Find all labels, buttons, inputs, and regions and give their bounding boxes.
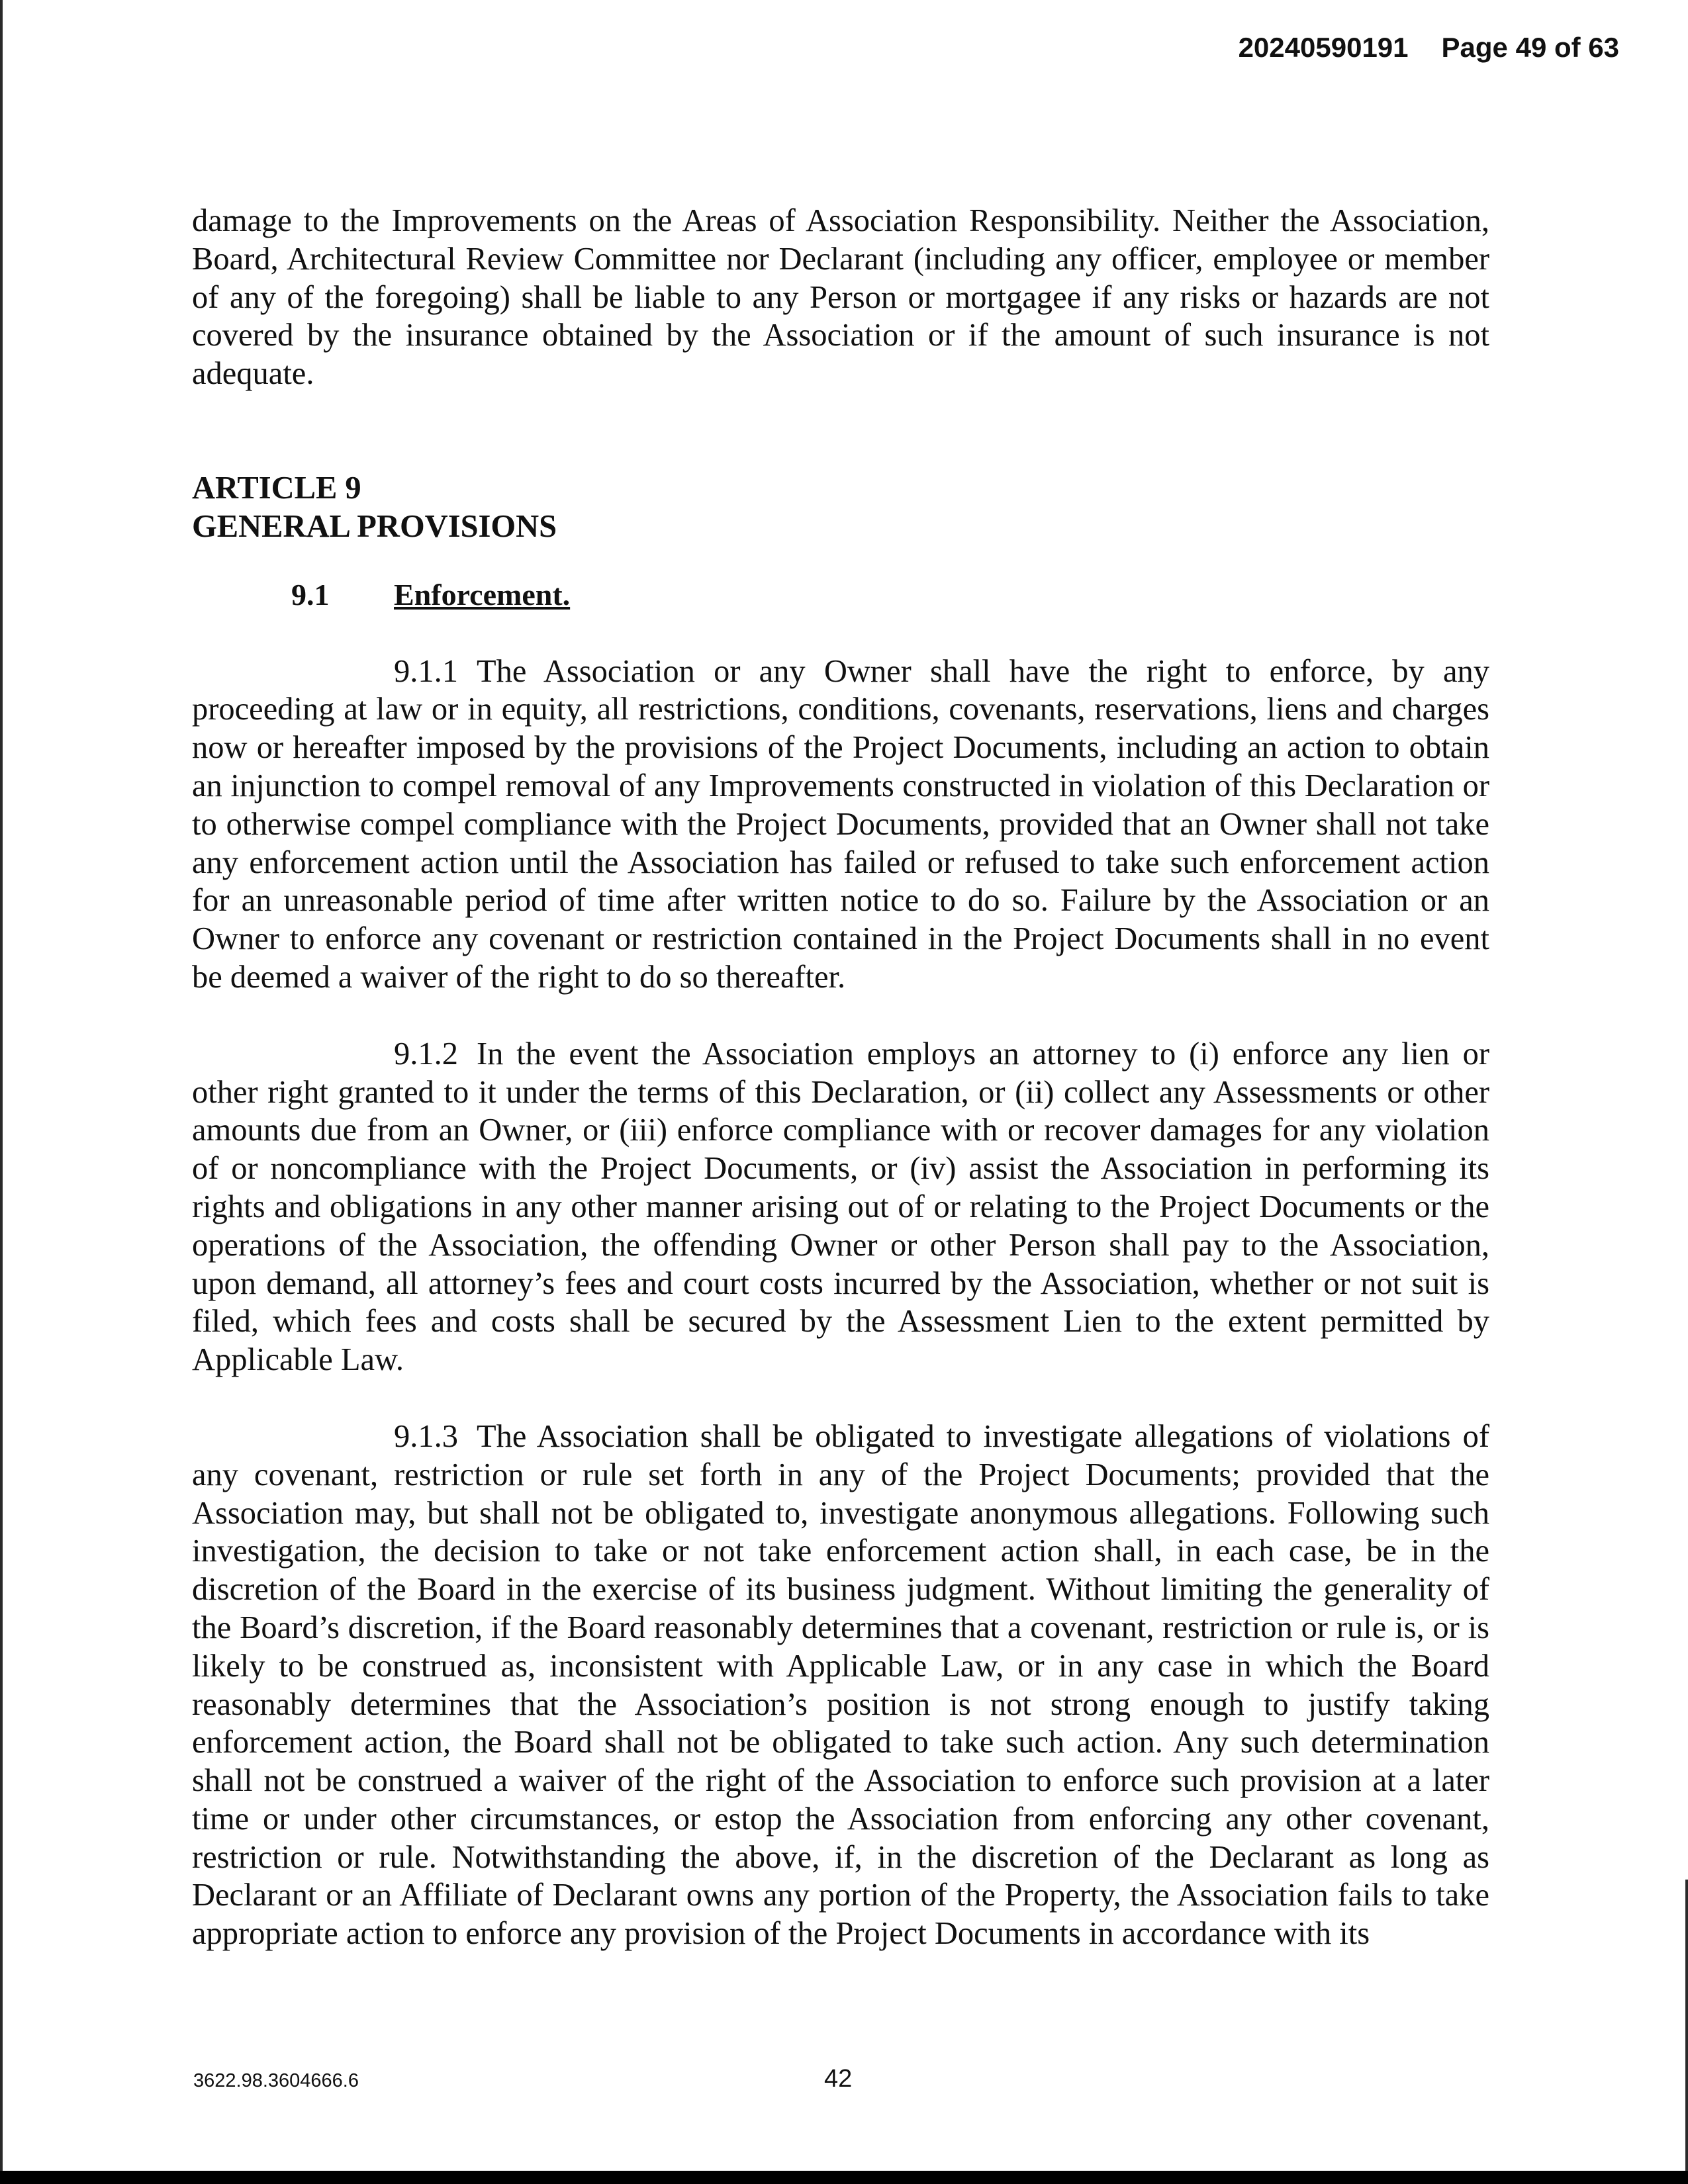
scan-border-left	[0, 0, 3, 2184]
section-title: Enforcement.	[394, 577, 571, 612]
recording-stamp	[1239, 32, 1619, 64]
article-number: ARTICLE 9	[192, 470, 361, 506]
subsection-9-1-1	[192, 653, 1489, 997]
footer-page-number: 42	[824, 2065, 853, 2093]
subsection-number: 9.1.1	[394, 653, 458, 689]
recording-number: 20240590191	[1238, 32, 1409, 63]
scan-border-bottom	[0, 2171, 1688, 2184]
subsection-number: 9.1.3	[394, 1418, 458, 1454]
subsection-9-1-3	[192, 1418, 1489, 1953]
section-heading	[192, 576, 1489, 614]
scan-border-right	[1685, 1880, 1688, 2184]
subsection-text: In the event the Association employs an attorney to (i) enforce any lien or other right granted to it under the terms of this Declaration, or (ii) collect any Assessments or other amounts due from an Owner, or (iii) enforce compliance with or recover damages for any violation of or noncompliance with the Project Documents, or (iv) assist the Association in performing its rights and obligations in any other manner arising out of or relating to the Project Documents or the operations of the Association, the offending Owner or other Person shall pay to the Association, upon demand, all attorney’s fees and court costs incurred by the Association, whether or not suit is filed, which fees and costs shall be secured by the Assessment Lien to the extent permitted by Applicable Law.	[192, 1036, 1489, 1378]
subsection-9-1-2	[192, 1035, 1489, 1379]
continuation-paragraph: damage to the Improvements on the Areas of Association Responsibility. Neither the Association, Board, Architectural Review Committee nor Declarant (including any officer, employee or member of any of the foregoing) shall be liable to any Person or mortgagee if any risks or hazards are not covered by the insurance obtained by the Association or if the amount of such insurance is not adequate.	[192, 203, 1489, 392]
subsection-text: The Association shall be obligated to investigate allegations of violations of any covenant, restriction or rule set forth in any of the Project Documents; provided that the Association may, but shall not be obligated to, investigate anonymous allegations. Following such investigation, the decision to take or not take enforcement action shall, in each case, be in the discretion of the Board in the exercise of its business judgment. Without limiting the generality of the Board’s discretion, if the Board reasonably determines that a covenant, restriction or rule is, or is likely to be construed as, inconsistent with Applicable Law, or in any case in which the Board reasonably determines that the Association’s position is not strong enough to justify taking enforcement action, the Board shall not be obligated to take such action. Any such determination shall not be construed a waiver of the right of the Association to enforce such provision at a later time or under other circumstances, or estop the Association from enforcing any other covenant, restriction or rule. Notwithstanding the above, if, in the discretion of the Declarant as long as Declarant or an Affiliate of Declarant owns any portion of the Property, the Association fails to take appropriate action to enforce any provision of the Project Documents in accordance with its	[192, 1418, 1489, 1952]
article-title: GENERAL PROVISIONS	[192, 508, 557, 544]
page-label: Page 49 of 63	[1441, 32, 1619, 63]
document-body	[192, 202, 1489, 1953]
subsection-text: The Association or any Owner shall have the right to enforce, by any proceeding at law or in equity, all restrictions, conditions, covenants, reservations, liens and charges now or hereafter imposed by the provisions of the Project Documents, including an action to obtain an injunction to compel removal of any Improvements constructed in violation of this Declaration or to otherwise compel compliance with the Project Documents, provided that an Owner shall not take any enforcement action until the Association has failed or refused to take such enforcement action for an unreasonable period of time after written notice to do so. Failure by the Association or an Owner to enforce any covenant or restriction contained in the Project Documents shall in no event be deemed a waiver of the right to do so thereafter.	[192, 653, 1489, 995]
footer-document-id: 3622.98.3604666.6	[193, 2070, 359, 2091]
section-number: 9.1	[291, 577, 330, 612]
subsection-number: 9.1.2	[394, 1036, 458, 1071]
